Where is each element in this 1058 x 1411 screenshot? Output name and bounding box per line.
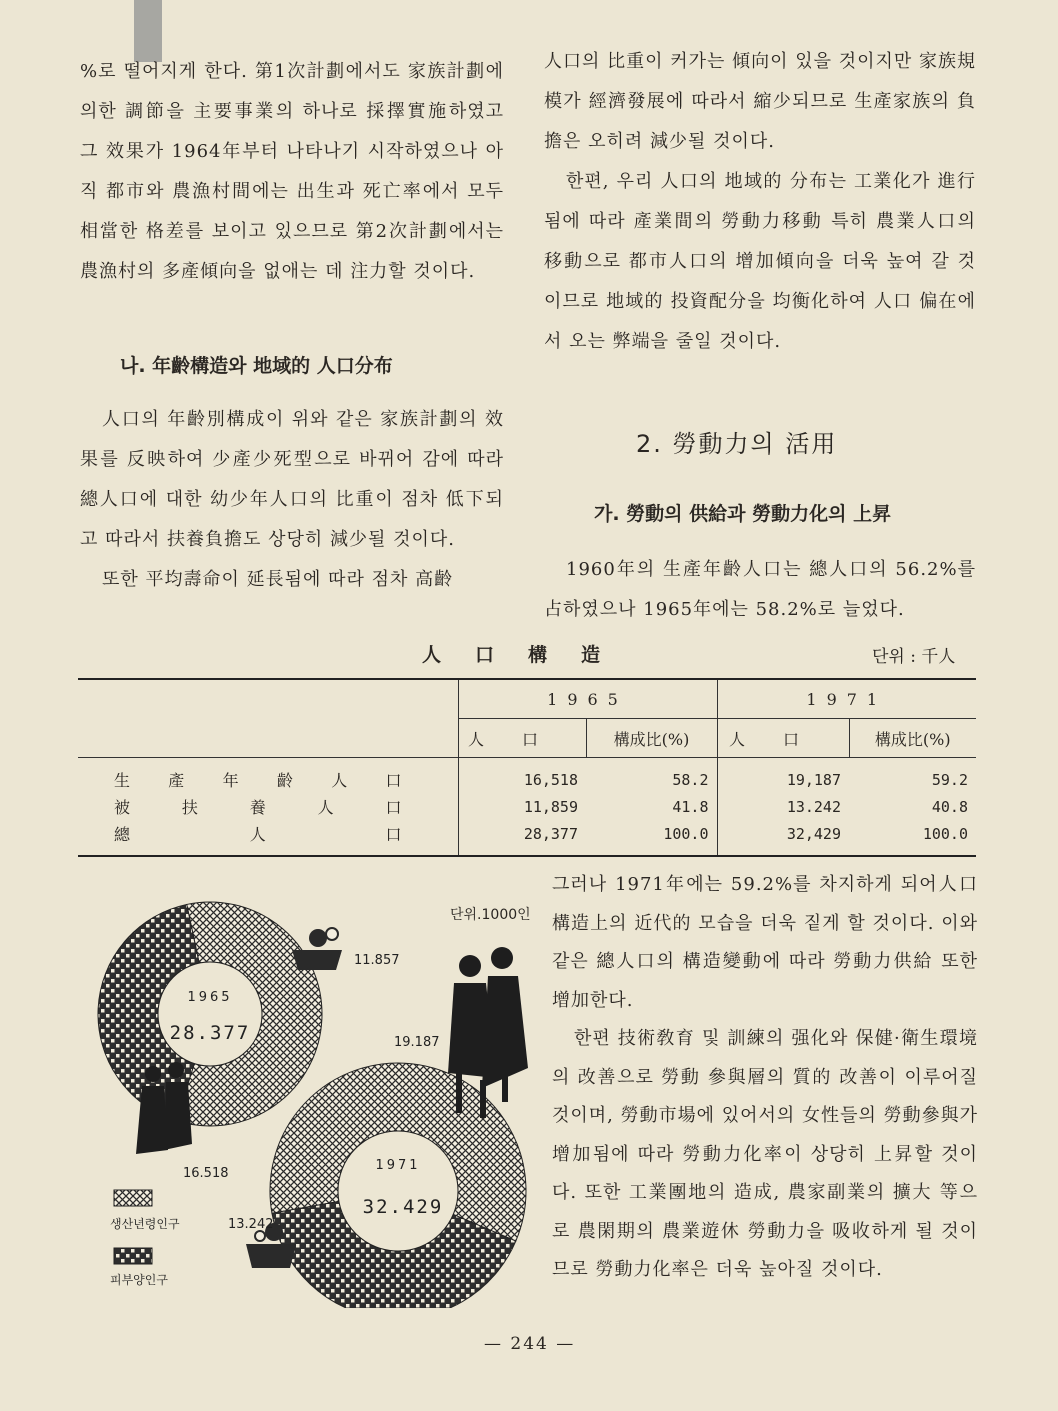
figure-unit-label: 단위.1000인: [450, 907, 531, 923]
cell-pop-1965: 28,377: [458, 820, 586, 856]
population-donut-figure: [70, 888, 540, 1308]
chart-1965-total: 28.377: [169, 1022, 251, 1044]
section-heading-labor: 2. 勞動力의 活用: [636, 430, 838, 458]
cell-ratio-1965: 41.8: [672, 797, 709, 816]
donut-chart-svg: [70, 888, 540, 1308]
right-paragraph-1: 人口의 比重이 커가는 傾向이 있을 것이지만 家族規模가 經濟發展에 따라서 縮少되므로 生產家族의 負擔은 오히려 減少될 것이다.: [544, 51, 976, 152]
left-paragraph-2: 人口의 年齡別構成이 위와 같은 家族計劃의 效果를 反映하여 少產少死型으로 바뀌어 감에 따라 總人口에 대한 幼少年人口의 比重이 점차 低下되고 따라서 扶養負擔도 상당히 減少될 것이다.: [80, 409, 504, 550]
header-year-1971: 1971: [717, 679, 976, 719]
cell-pop-1965: 16,518: [458, 758, 586, 794]
cell-ratio-1971: 59.2: [931, 770, 968, 789]
left-paragraph-1: %로 떨어지게 한다. 第1次計劃에서도 家族計劃에 의한 調節을 主要事業의 하나로 採擇實施하였고 그 效果가 1964年부터 나타나기 시작하였으나 아직 都市와 農漁村間에는 出生과 死亡率에서 모두 相當한 格差를 보이고 있으므로 第2次計劃에서는 農漁村의 多產傾向을 없애는 데 注力할 것이다.: [80, 61, 504, 282]
right-column: [544, 42, 976, 362]
table-row: [78, 758, 976, 794]
cell-pop-1971: 13.242: [717, 793, 849, 820]
chart-1971-year: 1971: [375, 1158, 421, 1173]
cell-ratio-1971: 100.0: [849, 820, 976, 856]
label-dependent-1971: 13.242: [228, 1217, 274, 1232]
cell-pop-1965: 11,859: [458, 793, 586, 820]
subheading-labor-supply: 가. 勞動의 供給과 勞動力化의 上昇: [594, 503, 892, 525]
table-unit: 단위 : 千人: [872, 647, 956, 667]
header-year-1965: 1965: [458, 679, 717, 719]
cell-ratio-1965: 100.0: [586, 820, 717, 856]
legend-label-productive: 생산년령인구: [110, 1217, 180, 1231]
table-row: [78, 820, 976, 856]
donut-1971-center: [338, 1131, 458, 1251]
cell-ratio-1971: 40.8: [931, 797, 968, 816]
right-column-2: [544, 550, 976, 630]
table-header-years: [78, 679, 976, 719]
right-paragraph-3: 1960年의 生產年齡人口는 總人口의 56.2%를 占하였으나 1965年에는 58.2%로 늘었다.: [544, 559, 976, 620]
right-subheading: [594, 494, 974, 534]
row-label-total: 總人口: [78, 820, 458, 856]
legend-label-dependent: 피부양인구: [110, 1273, 168, 1287]
bottom-right-paragraph-1: 그러나 1971年에는 59.2%를 차지하게 되어人口構造上의 近代的 모습을 더욱 짙게 할 것이다. 이와 같은 總人口의 構造變動에 따라 勞動力供給 또한 增加한다.: [552, 874, 978, 1011]
cell-pop-1971: 19,187: [717, 758, 849, 794]
cell-ratio-1965: 58.2: [672, 770, 709, 789]
legend-swatch-dependent: [114, 1248, 152, 1264]
subheading-age-structure: 나. 年齡構造와 地域的 人口分布: [120, 355, 393, 377]
bottom-right-column: [552, 866, 978, 1290]
row-label-productive: 生產年齡人口: [114, 771, 402, 790]
left-paragraph-3: 또한 平均壽命이 延長됨에 따라 점차 高齡: [102, 569, 454, 590]
row-label-dependent: 被扶養人口: [114, 798, 402, 817]
population-structure-table: [78, 678, 976, 857]
legend-swatch-productive: [114, 1190, 152, 1206]
working-people-pictogram-large: [448, 947, 528, 1118]
header-pop-1965: 人口: [458, 719, 586, 758]
header-ratio-1965: 構成比(%): [586, 719, 717, 758]
left-column-2: [80, 400, 504, 600]
label-productive-1965: 16.518: [183, 1166, 229, 1181]
header-pop-1971: 人口: [717, 719, 849, 758]
chart-1971-total: 32.429: [362, 1196, 444, 1218]
bottom-right-paragraph-2: 한편 技術敎育 및 訓練의 强化와 保健·衛生環境의 改善으로 勞動 參與層의 質的 改善이 이루어질 것이며, 勞動市場에 있어서의 女性들의 勞動參與가 增加됨에 따라 勞動力化率이 상당히 上昇할 것이다. 또한 工業團地의 造成, 農家副業의 擴大 等으로 農閑期의 農業遊休 勞動力을 吸收하게 될 것이므로 勞動力化率은 더욱 높아질 것이다.: [552, 1028, 978, 1280]
table-title: 人口構造: [422, 644, 635, 666]
table-row: [78, 793, 976, 820]
label-dependent-1965: 11.857: [354, 953, 400, 968]
page-number: — 244 —: [484, 1334, 576, 1354]
donut-1965-center: [158, 962, 262, 1066]
chart-1965-year: 1965: [187, 990, 233, 1005]
header-blank: [78, 679, 458, 758]
right-paragraph-2: 한편, 우리 人口의 地域的 分布는 工業化가 進行됨에 따라 產業間의 勞動力移動 특히 農業人口의 移動으로 都市人口의 增加傾向을 더욱 높여 갈 것이므로 地域的 投資配分을 均衡化하여 人口 偏在에서 오는 弊端을 줄일 것이다.: [544, 171, 976, 352]
cell-pop-1971: 32,429: [717, 820, 849, 856]
left-subheading: [120, 346, 500, 386]
left-column: [80, 52, 504, 292]
header-ratio-1971: 構成比(%): [849, 719, 976, 758]
label-productive-1971: 19.187: [394, 1035, 440, 1050]
